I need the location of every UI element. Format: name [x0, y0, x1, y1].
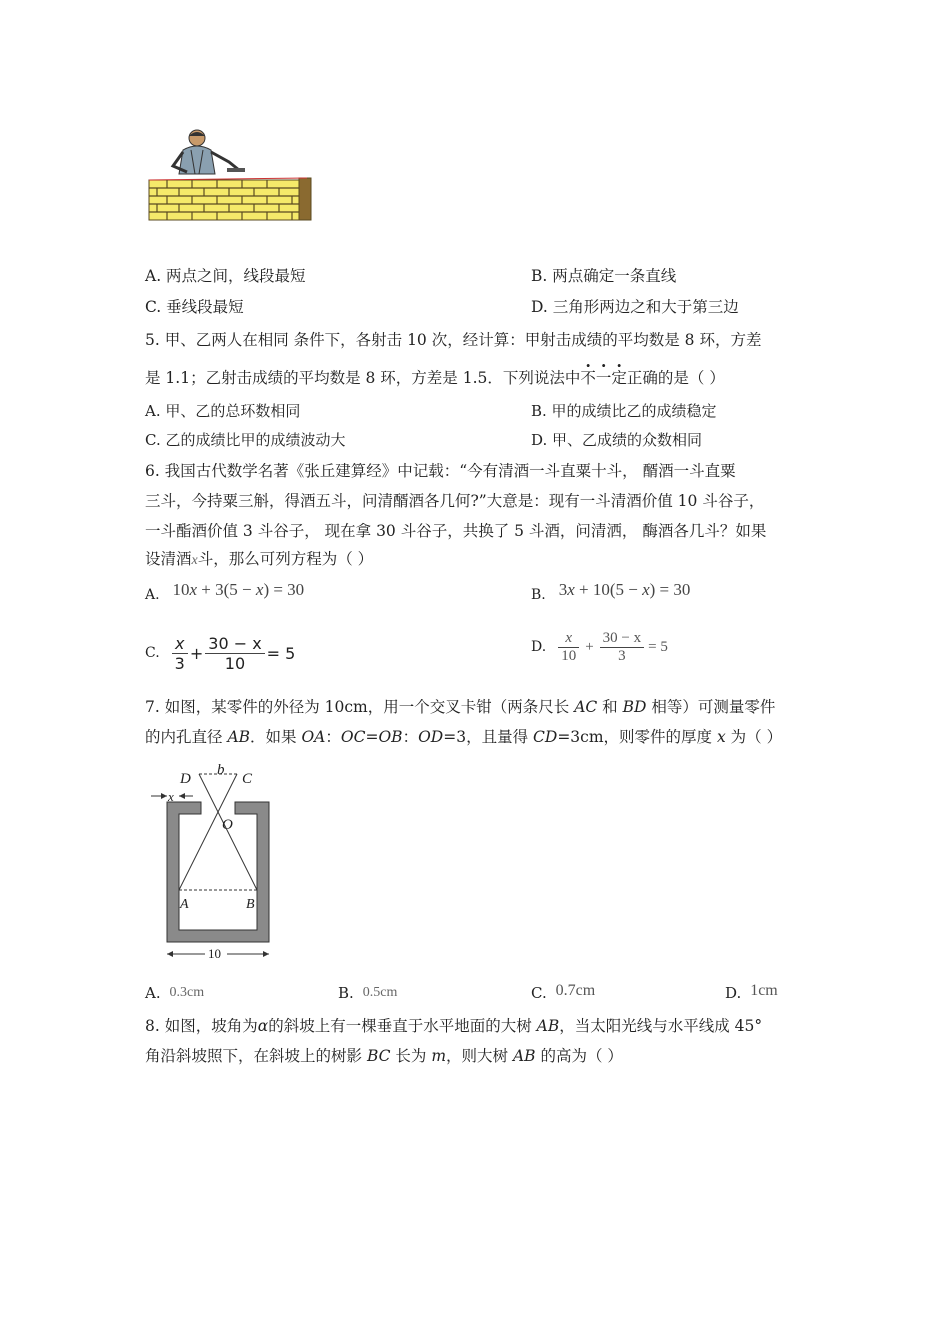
q6-option-d[interactable] [531, 624, 668, 670]
q6-c-plus: + [189, 643, 204, 663]
q7-option-b[interactable]: B. 0.5cm [338, 984, 398, 1002]
q5-line2-post: 正确的是（ ） [626, 369, 725, 387]
q7-option-a[interactable]: A. 0.3cm [145, 984, 205, 1002]
q6-option-a[interactable] [145, 580, 305, 605]
q7-stem-line2: 的内孔直径 AB．如果 OA：OC=OB：OD=3，且量得 CD=3cm，则零件的厚度 x 为（ ） [145, 728, 783, 746]
q7-caliper-figure [147, 760, 279, 964]
q6-stem-line1: 6. 我国古代数学名著《张丘建算经》中记载：“今有清酒一斗直粟十斗， 醑酒一斗直粟 [145, 462, 736, 480]
q6-stem-line2: 三斗，今持粟三斛，得酒五斗，问清醑酒各几何?”大意是：现有一斗清酒价值 10 斗谷子， [145, 492, 765, 510]
q6-c-frac2: $\frac{30 - x}{10}$ [205, 634, 264, 673]
q4-option-c[interactable]: C. 垂线段最短 [145, 298, 244, 316]
q7-stem-line1: 7. 如图，某零件的外径为 10cm，用一个交叉卡钳（两条尺长 AC 和 BD 相等）可测量零件 [145, 698, 776, 716]
q6-b-equation: 3x + 10(5 − x) = 30 [558, 580, 691, 599]
q5-option-b[interactable]: B. 甲的成绩比乙的成绩稳定 [531, 402, 717, 420]
q6-d-eq: = 5 [648, 638, 668, 655]
label-a: A [180, 897, 189, 912]
q6-d-label: D. [531, 639, 547, 655]
q8-stem-line1: 8. 如图，坡角为α的斜坡上有一棵垂直于水平地面的大树 AB，当太阳光线与水平线成 45° [145, 1017, 763, 1035]
q5-emph-2: 一 [595, 369, 612, 387]
bricklayer-illustration [147, 128, 315, 222]
q6-d-frac1: $\frac{x}{10}$ [558, 630, 579, 665]
label-c: C [242, 771, 253, 787]
q5-emph-1: 不 [580, 369, 596, 387]
q6-d-frac2: $\frac{30 - x}{3}$ [600, 630, 644, 665]
q5-emph-3: 定 [611, 369, 627, 387]
q6-c-label: C. [145, 645, 160, 661]
q5-stem-line1: 5. 甲、乙两人在相同 条件下，各射击 10 次，经计算：甲射击成绩的平均数是 8 环，方差 [145, 331, 762, 349]
q5-option-d[interactable]: D. 甲、乙成绩的众数相同 [531, 431, 703, 449]
q6-stem-line4 [145, 549, 373, 571]
q4-option-b[interactable]: B. 两点确定一条直线 [531, 267, 677, 285]
q6-d-plus: + [585, 638, 594, 655]
q4-option-d[interactable]: D. 三角形两边之和大于第三边 [531, 298, 739, 316]
q6-line4-pre: 设清酒 [145, 550, 192, 568]
q7-option-d[interactable]: D. 1cm [725, 982, 778, 1002]
q6-line4-post: 斗，那么可列方程为（ ） [197, 550, 374, 568]
q4-option-a[interactable]: A. 两点之间，线段最短 [145, 267, 306, 285]
label-d: D [180, 771, 191, 787]
q6-c-eq: = 5 [266, 643, 296, 663]
label-b-point: B [246, 897, 255, 912]
q6-option-c[interactable] [145, 630, 295, 676]
q6-var-x: x [191, 553, 198, 568]
worker-figure [173, 130, 245, 174]
label-x: x [168, 789, 174, 804]
label-o: O [222, 817, 233, 833]
q5-option-c[interactable]: C. 乙的成绩比甲的成绩波动大 [145, 431, 346, 449]
q6-a-equation: 10x + 3(5 − x) = 30 [172, 580, 305, 599]
q6-a-label: A. [145, 587, 160, 603]
q6-stem-line3: 一斗酯酒价值 3 斗谷子， 现在拿 30 斗谷子，共换了 5 斗酒，问清洒， 酶酒各几斗？如果 [145, 522, 767, 540]
label-10: 10 [208, 946, 221, 961]
q5-line2-pre: 是 1.1；乙射击成绩的平均数是 8 环，方差是 1.5．下列说法中 [145, 369, 581, 387]
q6-b-label: B. [531, 587, 546, 603]
q5-option-a[interactable]: A. 甲、乙的总环数相同 [145, 402, 301, 420]
part-body [167, 802, 269, 942]
q6-c-frac1: $\frac{x}{3}$ [172, 634, 188, 673]
q7-option-c[interactable]: C. 0.7cm [531, 982, 596, 1002]
q5-stem-line2 [145, 368, 725, 388]
q6-option-b[interactable] [531, 580, 691, 605]
brick-wall [149, 178, 311, 220]
label-b: b [217, 762, 225, 778]
q8-stem-line2: 角沿斜坡照下，在斜坡上的树影 BC 长为 m，则大树 AB 的高为（ ） [145, 1047, 623, 1065]
